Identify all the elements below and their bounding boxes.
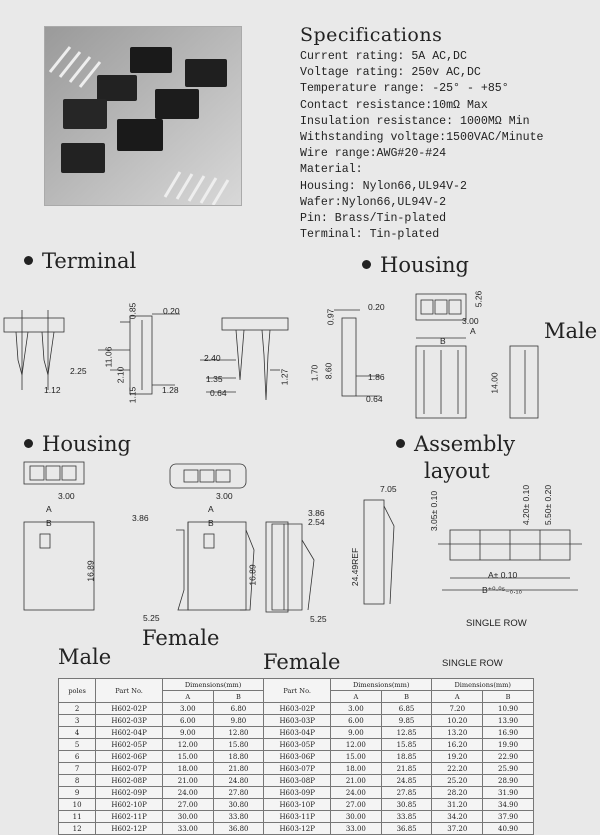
table-cell: 33.00 [331, 823, 382, 835]
table-cell: 21.00 [162, 775, 213, 787]
table-cell: 27.00 [331, 799, 382, 811]
assembly-heading: Assembly [396, 432, 515, 456]
table-cell: 30.80 [213, 799, 264, 811]
table-cell: H602-10P [96, 799, 163, 811]
spec-line: Wire range:AWG#20-#24 [300, 147, 447, 161]
spec-line: Housing: Nylon66,UL94V-2 [300, 179, 467, 193]
table-cell: 9.00 [162, 727, 213, 739]
table-cell: 11 [59, 811, 96, 823]
male-label: Male [544, 319, 598, 343]
table-cell: H603-02P [264, 703, 331, 715]
table-cell: H603-11P [264, 811, 331, 823]
dim-label: B [440, 336, 446, 346]
table-row [59, 799, 534, 811]
table-cell: H603-06P [264, 751, 331, 763]
table-cell: 28.90 [483, 775, 534, 787]
dim-label: 1.28 [162, 385, 179, 395]
table-cell: H602-05P [96, 739, 163, 751]
table-cell: 18.00 [331, 763, 382, 775]
table-cell: 15.85 [381, 739, 432, 751]
table-cell: H603-08P [264, 775, 331, 787]
table-cell: 12 [59, 823, 96, 835]
table-cell: 12.00 [162, 739, 213, 751]
terminal-heading: Terminal [24, 249, 136, 273]
table-cell: 36.85 [381, 823, 432, 835]
dim-label: 1.27 [279, 368, 290, 386]
table-cell: 3 [59, 715, 96, 727]
table-cell: H602-08P [96, 775, 163, 787]
table-cell: 21.00 [331, 775, 382, 787]
dim-label: 11.06 [103, 346, 114, 368]
header-dimensions: Dimensions(mm) [331, 679, 432, 691]
dim-label: 0.64 [210, 388, 227, 398]
table-cell: 9.00 [331, 727, 382, 739]
table-cell: 10.90 [483, 703, 534, 715]
dim-label: 0.20 [368, 302, 385, 312]
table-cell: 34.20 [432, 811, 483, 823]
table-cell: 18.80 [213, 751, 264, 763]
dim-label: A [470, 326, 476, 336]
table-cell: H602-12P [96, 823, 163, 835]
table-cell: 9.85 [381, 715, 432, 727]
table-cell: 3.00 [162, 703, 213, 715]
dim-label: 1.86 [368, 372, 385, 382]
dim-label: 3.00 [58, 491, 75, 501]
header-part-no: Part No. [264, 679, 331, 703]
table-cell: 30.85 [381, 799, 432, 811]
table-cell: 19.90 [483, 739, 534, 751]
table-cell: 25.90 [483, 763, 534, 775]
male-label-bottom: Male [58, 645, 112, 669]
table-cell: H603-10P [264, 799, 331, 811]
bullet-icon [24, 256, 33, 265]
table-cell: H603-07P [264, 763, 331, 775]
dim-label: 0.97 [325, 308, 336, 326]
table-cell: 15.00 [162, 751, 213, 763]
spec-line: Contact resistance:10mΩ Max [300, 98, 488, 112]
dim-label: 5.50± 0.20 [543, 484, 554, 526]
table-cell: 33.80 [213, 811, 264, 823]
table-cell: 40.90 [483, 823, 534, 835]
table-cell: 21.85 [381, 763, 432, 775]
header-dimensions: Dimensions(mm) [432, 679, 534, 691]
spec-line: Current rating: 5A AC,DC [300, 50, 467, 63]
table-cell: 16.90 [483, 727, 534, 739]
header-a: A [331, 691, 382, 703]
bullet-icon [24, 439, 33, 448]
dim-label: 2.25 [70, 366, 87, 376]
dim-label: 3.00 [462, 316, 479, 326]
single-row-label-2: SINGLE ROW [442, 658, 503, 669]
table-cell: 19.20 [432, 751, 483, 763]
dim-label: A [208, 504, 214, 514]
dim-label: 3.86 [308, 508, 325, 518]
table-cell: 27.80 [213, 787, 264, 799]
table-cell: H603-03P [264, 715, 331, 727]
dim-label: 7.05 [380, 484, 397, 494]
bullet-icon [396, 439, 405, 448]
assembly-heading-2: layout [424, 459, 490, 483]
table-cell: 24.80 [213, 775, 264, 787]
table-cell: H603-05P [264, 739, 331, 751]
table-cell: 4 [59, 727, 96, 739]
table-cell: 22.90 [483, 751, 534, 763]
housing-male-heading: Housing [362, 253, 469, 277]
table-row [59, 751, 534, 763]
table-cell: H602-03P [96, 715, 163, 727]
dim-label: 0.64 [366, 394, 383, 404]
table-cell: 2 [59, 703, 96, 715]
table-cell: H602-02P [96, 703, 163, 715]
dim-label: 0.20 [163, 306, 180, 316]
table-cell: 5 [59, 739, 96, 751]
spec-line: Insulation resistance: 1000MΩ Min [300, 114, 530, 128]
dim-label: B [208, 518, 214, 528]
connectors-image [45, 27, 241, 205]
table-cell: 34.90 [483, 799, 534, 811]
table-cell: H602-09P [96, 787, 163, 799]
dim-label: 2.54 [308, 517, 325, 527]
table-body [59, 703, 534, 835]
table-cell: 28.20 [432, 787, 483, 799]
table-row [59, 739, 534, 751]
dim-label: 2.10 [115, 366, 126, 384]
dim-label: B [46, 518, 52, 528]
table-cell: H602-11P [96, 811, 163, 823]
dim-label: 3.00 [216, 491, 233, 501]
header-b: B [213, 691, 264, 703]
spec-line: Temperature range: -25° - +85° [300, 82, 509, 96]
table-cell: H603-12P [264, 823, 331, 835]
table-cell: 30.00 [162, 811, 213, 823]
product-photo [44, 26, 242, 206]
table-cell: 12.00 [331, 739, 382, 751]
table-cell: 31.20 [432, 799, 483, 811]
table-cell: 21.80 [213, 763, 264, 775]
table-row [59, 763, 534, 775]
table-cell: 24.00 [331, 787, 382, 799]
header-b: B [483, 691, 534, 703]
dim-label: 5.25 [310, 614, 327, 624]
table-row [59, 727, 534, 739]
spec-line: Terminal: Tin-plated [300, 228, 440, 242]
dim-label: A [46, 504, 52, 514]
dim-label: 3.05± 0.10 [429, 490, 440, 532]
bullet-icon [362, 260, 371, 269]
table-cell: H603-09P [264, 787, 331, 799]
table-cell: 8 [59, 775, 96, 787]
table-cell: 13.20 [432, 727, 483, 739]
dim-label: 1.12 [44, 385, 61, 395]
table-cell: H602-04P [96, 727, 163, 739]
table-cell: 33.00 [162, 823, 213, 835]
table-cell: 33.85 [381, 811, 432, 823]
table-row [59, 775, 534, 787]
dim-label: B⁺⁰⋅⁰⁵₋₀.₁₀ [482, 585, 522, 595]
specifications-title: Specifications [300, 24, 443, 46]
table-cell: 10 [59, 799, 96, 811]
table-cell: 31.90 [483, 787, 534, 799]
table-cell: 36.80 [213, 823, 264, 835]
dim-label: 1.15 [127, 386, 138, 404]
dim-label: 3.86 [132, 513, 149, 523]
dim-label: 4.20± 0.10 [521, 484, 532, 526]
specifications-block [300, 24, 590, 243]
dimensions-table [58, 678, 534, 835]
table-cell: 27.85 [381, 787, 432, 799]
table-cell: 7 [59, 763, 96, 775]
spec-line: Withstanding voltage:1500VAC/Minute [300, 131, 544, 145]
table-cell: 10.20 [432, 715, 483, 727]
table-row [59, 823, 534, 835]
table-cell: 13.90 [483, 715, 534, 727]
table-cell: 9.80 [213, 715, 264, 727]
table-cell: 24.85 [381, 775, 432, 787]
dim-label: 5.25 [143, 613, 160, 623]
dim-label: 14.00 [489, 372, 500, 394]
table-cell: 37.20 [432, 823, 483, 835]
spec-line: Voltage rating: 250v AC,DC [300, 66, 481, 80]
table-cell: 7.20 [432, 703, 483, 715]
dim-label: 0.85 [127, 302, 138, 320]
table-row [59, 703, 534, 715]
single-row-label: SINGLE ROW [466, 618, 527, 629]
table-cell: 27.00 [162, 799, 213, 811]
spec-line: Wafer:Nylon66,UL94V-2 [300, 195, 447, 209]
table-cell: 37.90 [483, 811, 534, 823]
dim-label: 5.26 [473, 290, 484, 308]
table-row [59, 787, 534, 799]
spec-line: Pin: Brass/Tin-plated [300, 212, 447, 226]
table-cell: H603-04P [264, 727, 331, 739]
header-b: B [381, 691, 432, 703]
table-row [59, 811, 534, 823]
table-cell: 6 [59, 751, 96, 763]
table-cell: 6.85 [381, 703, 432, 715]
table-cell: H602-06P [96, 751, 163, 763]
dim-label: 1.35 [206, 374, 223, 384]
table-cell: 6.00 [162, 715, 213, 727]
female-label-bottom: Female [263, 650, 341, 674]
table-cell: H602-07P [96, 763, 163, 775]
table-cell: 15.80 [213, 739, 264, 751]
table-cell: 18.00 [162, 763, 213, 775]
header-a: A [432, 691, 483, 703]
assembly-drawing [350, 486, 590, 616]
table-cell: 18.85 [381, 751, 432, 763]
table-cell: 25.20 [432, 775, 483, 787]
table-cell: 16.20 [432, 739, 483, 751]
table-cell: 30.00 [331, 811, 382, 823]
table-cell: 22.20 [432, 763, 483, 775]
table-header-row [59, 679, 534, 691]
dim-label: 16.89 [247, 564, 258, 586]
housing-female-drawing [18, 460, 288, 630]
table-cell: 15.00 [331, 751, 382, 763]
dim-label: 8.60 [323, 362, 334, 380]
spec-line: Material: [300, 163, 363, 177]
table-cell: 12.85 [381, 727, 432, 739]
housing-male-drawing [320, 290, 550, 430]
dim-label: 24.49REF [350, 547, 361, 587]
header-poles: poles [59, 679, 96, 703]
header-a: A [162, 691, 213, 703]
dim-label: 16.89 [85, 560, 96, 582]
housing-female-heading: Housing [24, 432, 131, 456]
table-cell: 3.00 [331, 703, 382, 715]
table-cell: 9 [59, 787, 96, 799]
header-part-no: Part No. [96, 679, 163, 703]
table-cell: 6.00 [331, 715, 382, 727]
dim-label: 2.40 [204, 353, 221, 363]
table-row [59, 715, 534, 727]
table-cell: 6.80 [213, 703, 264, 715]
table-cell: 24.00 [162, 787, 213, 799]
header-dimensions: Dimensions(mm) [162, 679, 263, 691]
table-cell: 12.80 [213, 727, 264, 739]
dim-label: A± 0.10 [488, 570, 518, 580]
female-label: Female [142, 626, 220, 650]
dim-label: 1.70 [309, 364, 320, 382]
